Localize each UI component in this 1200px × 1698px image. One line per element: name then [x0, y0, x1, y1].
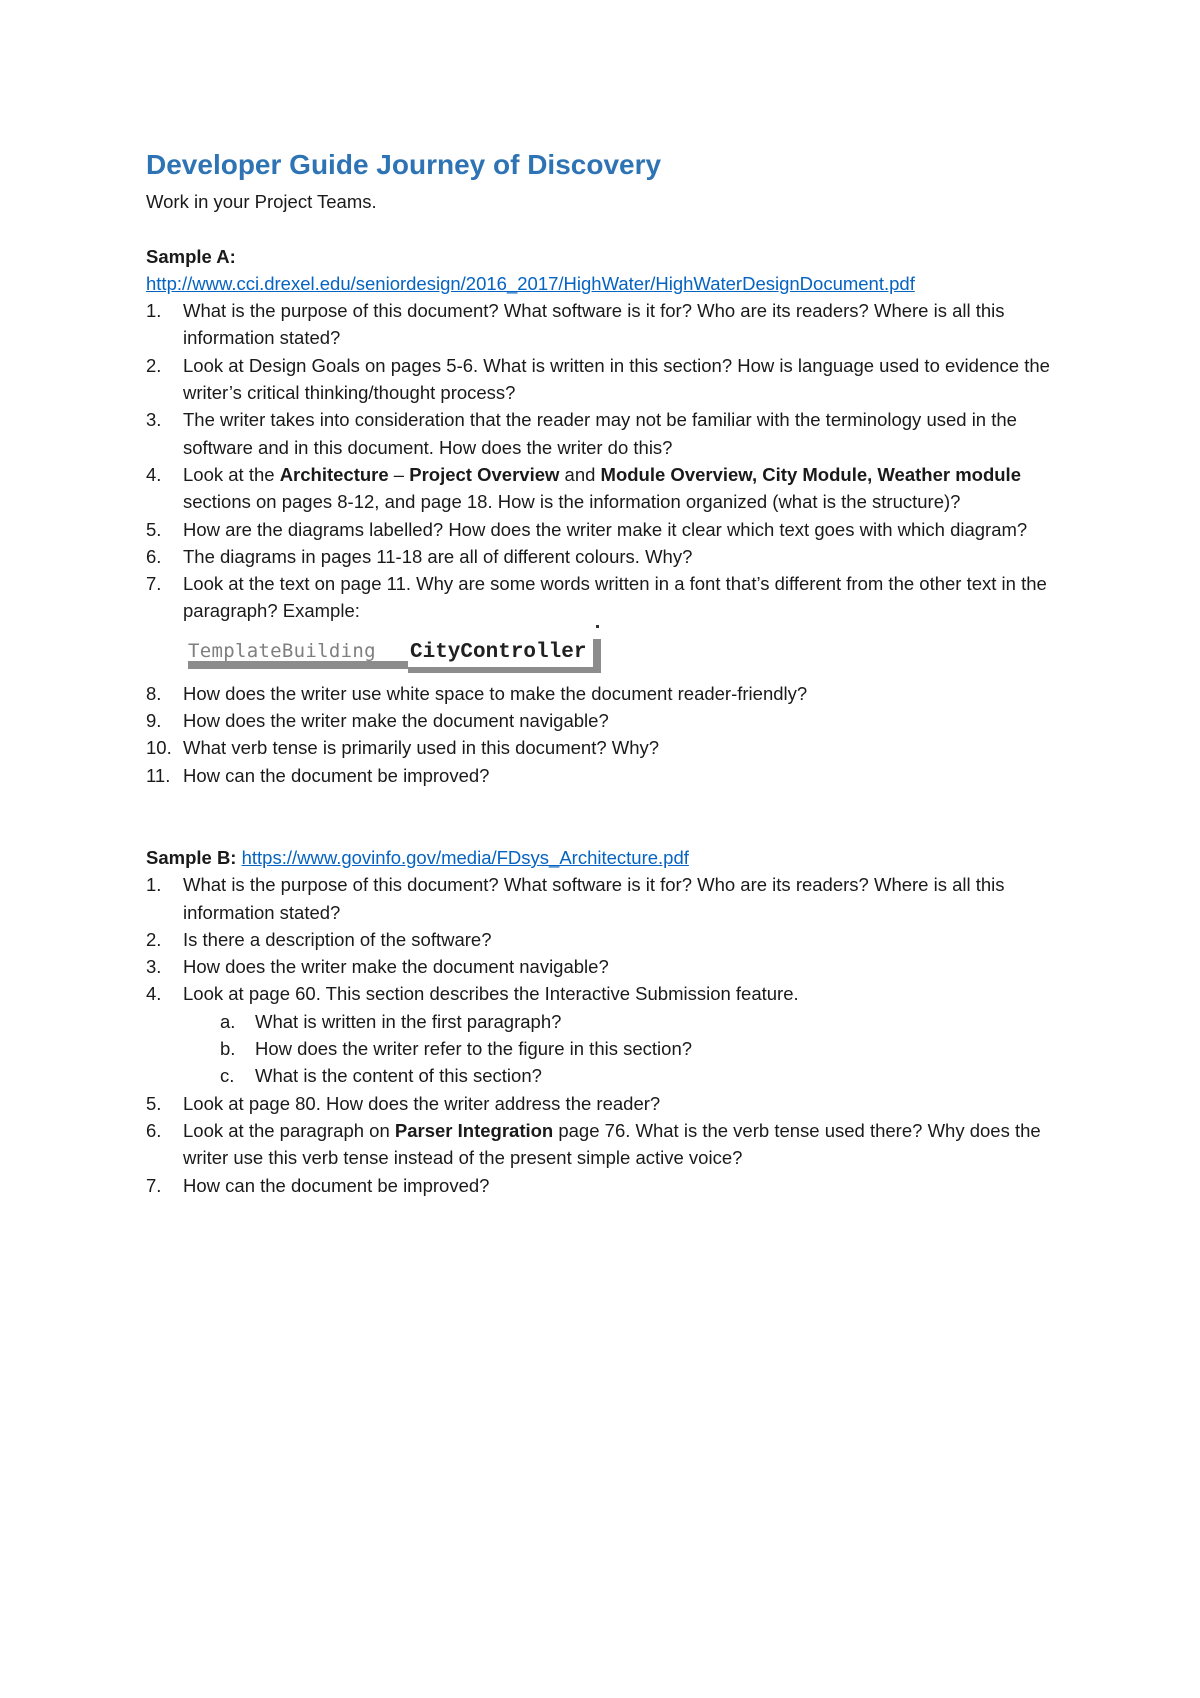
sample-b-question-2: [146, 926, 1086, 953]
question-text: How does the writer make the document navigable?: [183, 710, 609, 732]
sample-b-question-7: [146, 1172, 1086, 1199]
code-example-image: [188, 625, 1086, 680]
question-text: How can the document be improved?: [183, 764, 490, 786]
question-number: 1.: [146, 300, 162, 322]
question-text-part: –: [388, 463, 410, 485]
question-number: 11.: [146, 764, 171, 786]
question-bold-term: Module Overview, City Module, Weather module: [600, 463, 1021, 485]
sample-b-question-1: [146, 871, 1086, 926]
question-number: 4.: [146, 463, 162, 485]
question-number: 5.: [146, 1092, 162, 1114]
question-text: Look at page 80. How does the writer address the reader?: [183, 1092, 661, 1114]
sample-b-section: [146, 844, 1086, 1199]
sample-b-question-5: [146, 1090, 1086, 1117]
question-number: 5.: [146, 518, 162, 540]
sample-b-link[interactable]: https://www.govinfo.gov/media/FDsys_Architecture.pdf: [241, 846, 689, 868]
image-dot: [596, 625, 599, 628]
question-text: How are the diagrams labelled? How does the writer make it clear which text goes with which diagram?: [183, 518, 1028, 540]
question-text: How does the writer make the document navigable?: [183, 956, 609, 978]
question-text: How can the document be improved?: [183, 1174, 490, 1196]
sample-b-question-6: [146, 1117, 1086, 1172]
subquestion-letter: a.: [220, 1010, 236, 1032]
sample-a-question-4: [146, 461, 1086, 516]
sample-a-question-8: [146, 680, 1086, 707]
question-bold-term: Architecture: [279, 463, 389, 485]
question-text-part: page 76. What is the verb tense used there? Why does the writer use this verb tense instead of the present simple active voice?: [183, 1119, 1041, 1169]
sample-a-question-3: [146, 406, 1086, 461]
sample-a-question-2: [146, 352, 1086, 407]
sample-b-question-3: [146, 953, 1086, 980]
sample-a-section: [146, 243, 1086, 789]
question-bold-term: Project Overview: [409, 463, 560, 485]
sample-a-link[interactable]: http://www.cci.drexel.edu/seniordesign/2016_2017/HighWater/HighWaterDesignDocument.pdf: [146, 272, 915, 294]
question-number: 7.: [146, 1174, 162, 1196]
sample-a-question-5: [146, 516, 1086, 543]
question-number: 6.: [146, 545, 162, 567]
question-text: Look at the text on page 11. Why are some words written in a font that’s different from the other text in the paragraph? Example:: [183, 573, 1047, 622]
question-text: Is there a description of the software?: [183, 928, 492, 950]
spacer: [146, 215, 1086, 242]
question-number: 2.: [146, 928, 162, 950]
sample-b-question-4: [146, 980, 1086, 1089]
question-number: 3.: [146, 956, 162, 978]
code-example-city-controller: CityController: [408, 639, 592, 666]
image-border-bar: [593, 639, 601, 673]
question-text: What is the purpose of this document? What software is it for? Who are its readers? Where is all this information stated?: [183, 874, 1005, 923]
instructions-line: Work in your Project Teams.: [146, 191, 377, 212]
question-text-part: sections on pages 8-12, and page 18. How is the information organized (what is the structure)?: [183, 491, 961, 513]
question-text: The writer takes into consideration that the reader may not be familiar with the terminology used in the software and in this document. How does the writer do this?: [183, 409, 1017, 458]
question-text: Look at Design Goals on pages 5-6. What is written in this section? How is language used to evidence the writer’s critical thinking/thought process?: [183, 354, 1050, 404]
sample-b-question-4a: [183, 1008, 1086, 1035]
subquestion-letter: b.: [220, 1038, 236, 1060]
question-text: What verb tense is primarily used in this document? Why?: [183, 737, 660, 759]
subquestion-letter: c.: [220, 1065, 235, 1087]
sample-a-question-7: [146, 570, 1086, 625]
question-text: How does the writer use white space to make the document reader-friendly?: [183, 682, 808, 704]
code-example-template-building: TemplateBuilding: [188, 639, 376, 662]
sample-b-question-4c: [183, 1062, 1086, 1089]
sample-a-question-6: [146, 543, 1086, 570]
sample-a-heading: Sample A:: [146, 245, 236, 267]
sample-b-question-4b: [183, 1035, 1086, 1062]
question-text-part: and: [559, 463, 601, 485]
question-text: The diagrams in pages 11-18 are all of different colours. Why?: [183, 545, 693, 567]
sample-b-question-4-subquestions: [183, 1008, 1086, 1090]
question-text-part: Look at the: [183, 463, 280, 485]
document-title: Developer Guide Journey of Discovery: [146, 149, 662, 180]
question-number: 2.: [146, 354, 162, 376]
sample-a-question-list: [146, 297, 1086, 625]
question-number: 8.: [146, 682, 162, 704]
sample-b-heading: Sample B:: [146, 846, 237, 868]
question-number: 1.: [146, 874, 162, 896]
question-text-part: Look at the paragraph on: [183, 1119, 395, 1141]
question-number: 10.: [146, 737, 172, 759]
question-number: 6.: [146, 1119, 162, 1141]
sample-a-question-list-continued: [146, 680, 1086, 789]
question-number: 7.: [146, 573, 162, 595]
subquestion-text: What is written in the first paragraph?: [255, 1010, 562, 1032]
document-content: [146, 146, 1086, 1199]
question-bold-term: Parser Integration: [394, 1119, 554, 1141]
question-text: Look at page 60. This section describes the Interactive Submission feature.: [183, 983, 799, 1005]
question-number: 9.: [146, 710, 162, 732]
question-number: 4.: [146, 983, 162, 1005]
question-number: 3.: [146, 409, 162, 431]
image-border-bar: [408, 667, 598, 673]
spacer: [146, 789, 1086, 844]
sample-a-question-1: [146, 297, 1086, 352]
sample-b-question-list: [146, 871, 1086, 1199]
sample-a-question-11: [146, 762, 1086, 789]
subquestion-text: What is the content of this section?: [255, 1065, 542, 1087]
subquestion-text: How does the writer refer to the figure in this section?: [255, 1038, 693, 1060]
question-text: What is the purpose of this document? What software is it for? Who are its readers? Where is all this information stated?: [183, 300, 1005, 349]
sample-a-question-10: [146, 734, 1086, 761]
sample-a-question-9: [146, 707, 1086, 734]
